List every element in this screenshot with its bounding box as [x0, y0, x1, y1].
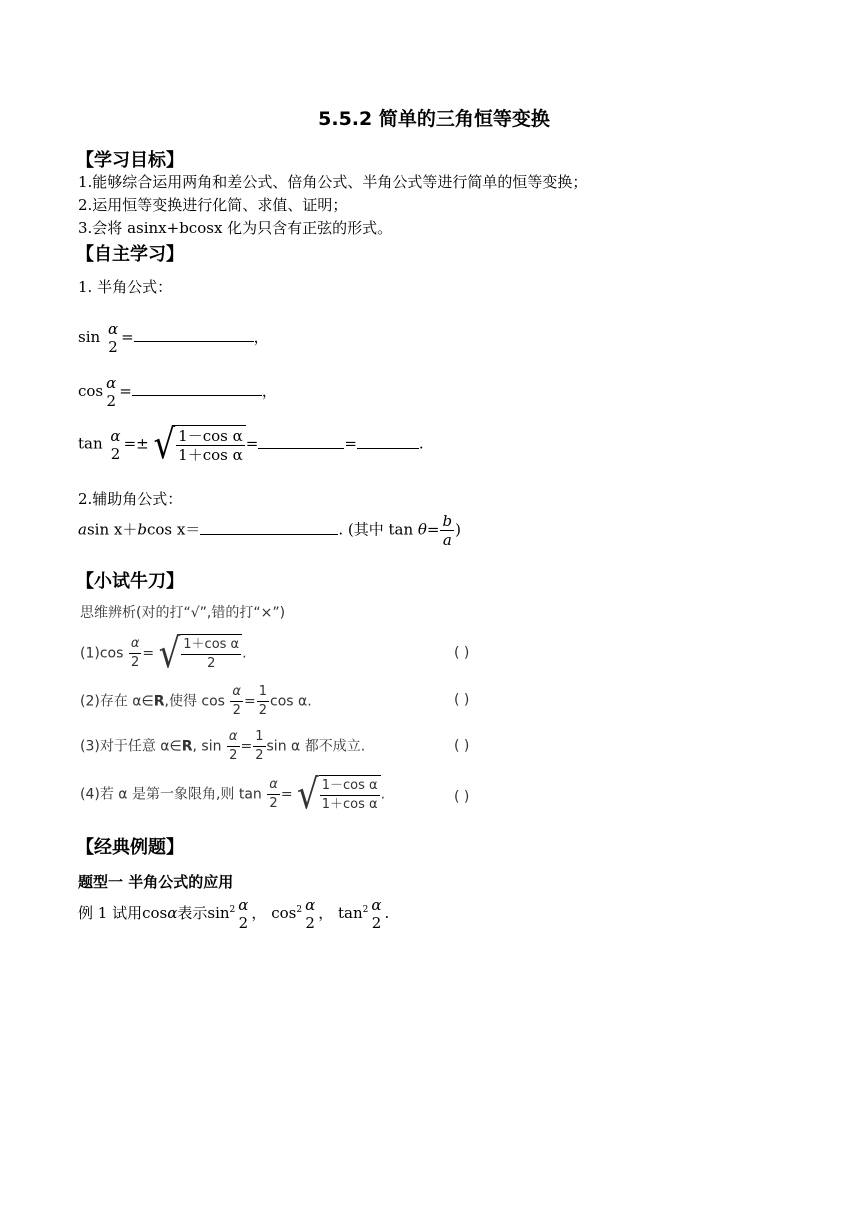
- radical-icon: √: [153, 420, 176, 469]
- answer-paren-3[interactable]: ( ): [454, 738, 470, 754]
- judgement-question-4: (4)若 α 是第一象限角,则 tan $\frac{\alpha}{2}$ = √ $\frac{\text{1－cos α}}{\text{1＋cos α}}$ .: [80, 770, 386, 819]
- judgement-question-1: (1)cos $\frac{\alpha}{2}$ = √ $\frac{\text{1＋cos α}}{2}$ .: [80, 629, 247, 678]
- alpha-over-two: α 2: [106, 374, 117, 410]
- alpha-over-two: α 2: [110, 426, 121, 463]
- answer-blank[interactable]: [134, 327, 254, 342]
- judgement-question-2: (2)存在 α∈R,使得 cos $\frac{\alpha}{2}$ = $\frac{1}{2}$ cos α.: [80, 684, 312, 718]
- half-angle-tan-line: tan α 2 =± √ $\frac{\text{1－cos α}}{\text{1＋cos α}}$ = = .: [78, 420, 424, 469]
- section-heading-examples: 【经典例题】: [76, 837, 184, 858]
- section-heading-goals: 【学习目标】: [76, 150, 184, 171]
- answer-paren-4[interactable]: ( ): [454, 789, 470, 805]
- half-angle-heading: 1. 半角公式：: [78, 278, 173, 296]
- b-over-a: $\frac{b}{a}$: [442, 512, 453, 549]
- answer-paren-2[interactable]: ( ): [454, 692, 470, 708]
- problem-type-heading: 题型一 半角公式的应用: [78, 873, 234, 891]
- page-title: 5.5.2 简单的三角恒等变换: [318, 108, 550, 130]
- example-1: 例 1 试用cosα表示$\sin^2$ α 2 ， $\cos^2$ α 2 ， $\tan^2$ α 2 .: [78, 896, 390, 932]
- goal-item-2: 2.运用恒等变换进行化简、求值、证明；: [78, 196, 348, 214]
- section-heading-try-it: 【小试牛刀】: [76, 571, 184, 592]
- half-angle-sin-line: sin α 2 = ，: [78, 320, 269, 356]
- aux-angle-heading: 2.辅助角公式：: [78, 490, 183, 508]
- half-angle-cos-line: cos α 2 = ，: [78, 374, 277, 410]
- answer-blank[interactable]: [357, 434, 419, 449]
- answer-blank[interactable]: [132, 381, 262, 396]
- radical-icon: √: [158, 629, 181, 678]
- judgement-instructions: 思维辨析(对的打“√”,错的打“×”): [80, 605, 286, 621]
- sqrt-expression: √ $\frac{\text{1－cos α}}{\text{1＋cos α}}$: [153, 425, 245, 464]
- answer-paren-1[interactable]: ( ): [454, 645, 470, 661]
- section-heading-self-study: 【自主学习】: [76, 244, 184, 265]
- answer-blank[interactable]: [258, 434, 344, 449]
- alpha-over-two: α 2: [107, 320, 119, 356]
- judgement-question-3: (3)对于任意 α∈R, sin $\frac{\alpha}{2}$ = $\frac{1}{2}$ sin α 都不成立.: [80, 729, 366, 763]
- goal-item-3: 3.会将 asinx+bcosx 化为只含有正弦的形式。: [78, 219, 393, 237]
- goal-item-1: 1.能够综合运用两角和差公式、倍角公式、半角公式等进行简单的恒等变换；: [78, 173, 588, 191]
- aux-angle-formula: asin x＋bcos x＝ . (其中 tan θ= $\frac{b}{a}$ ): [78, 512, 461, 549]
- radical-icon: √: [297, 770, 319, 819]
- answer-blank[interactable]: [200, 520, 338, 535]
